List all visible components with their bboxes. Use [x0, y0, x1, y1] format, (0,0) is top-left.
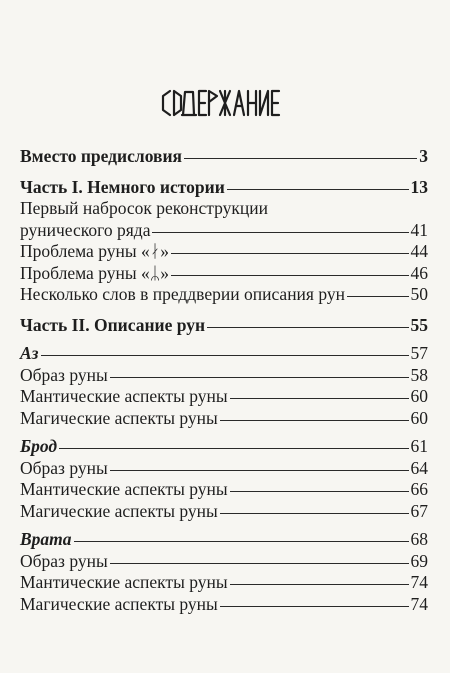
toc-entry[interactable] [20, 572, 428, 594]
toc-leader [74, 541, 409, 542]
toc-rune-heading[interactable] [20, 529, 428, 551]
toc-entry-title: Магические аспекты руны [20, 407, 218, 428]
toc-page-number: 60 [410, 407, 428, 428]
toc-entry-title: Часть I. Немного истории [20, 176, 225, 197]
toc-page-number: 57 [410, 343, 428, 363]
toc-rune-heading[interactable] [20, 436, 428, 458]
toc-entry-title: Первый набросок реконструкции [20, 198, 269, 218]
toc-leader [152, 232, 408, 233]
toc-leader [184, 158, 417, 159]
toc-entry-part-1[interactable] [20, 177, 428, 199]
toc-entry-title: Проблема руны «ᛅ» [20, 241, 169, 261]
toc-entry[interactable] [20, 408, 428, 430]
toc-leader [110, 563, 409, 564]
toc-entry[interactable] [20, 365, 428, 387]
toc-entry-title: Образ руны [20, 550, 108, 571]
contents-heading-lettering [160, 88, 290, 118]
toc-leader [230, 584, 409, 585]
toc-leader [220, 606, 409, 607]
toc-page-number: 44 [410, 241, 428, 261]
toc-entry-title: Вместо предисловия [20, 146, 183, 166]
toc-entry[interactable] [20, 501, 428, 523]
toc-page-number: 55 [410, 314, 428, 335]
toc-leader [110, 377, 409, 378]
toc-entry-title: Брод [20, 436, 58, 456]
toc-page-number: 66 [410, 479, 428, 499]
toc-entry[interactable] [20, 479, 428, 501]
toc-entry-title: Проблема руны «ᛦ» [20, 262, 169, 283]
toc-entry[interactable] [20, 594, 428, 616]
table-of-contents [20, 146, 428, 615]
toc-entry-title: Врата [20, 529, 72, 549]
toc-page-number: 64 [410, 457, 428, 478]
toc-entry[interactable] [20, 241, 428, 263]
toc-page-number: 68 [410, 529, 428, 549]
toc-entry-reconstruction[interactable] [20, 198, 428, 241]
toc-leader [220, 420, 409, 421]
toc-page-number: 74 [410, 572, 428, 592]
toc-entry-preface[interactable] [20, 146, 428, 168]
toc-page-number: 13 [410, 176, 428, 197]
toc-entry[interactable] [20, 386, 428, 408]
toc-entry-title: Мантические аспекты руны [20, 479, 228, 499]
toc-page-number: 46 [410, 262, 428, 283]
toc-entry[interactable] [20, 284, 428, 306]
toc-entry-title: Несколько слов в преддверии описания рун [20, 284, 345, 304]
toc-page-number: 67 [410, 500, 428, 521]
toc-entry-title: Мантические аспекты руны [20, 572, 228, 592]
toc-leader [110, 470, 409, 471]
toc-leader [41, 355, 409, 356]
toc-entry-title: Магические аспекты руны [20, 500, 218, 521]
toc-leader [171, 275, 409, 276]
contents-heading [0, 88, 450, 123]
toc-entry-title: Мантические аспекты руны [20, 386, 228, 406]
toc-entry-title: Образ руны [20, 364, 108, 385]
toc-page-number: 61 [410, 436, 428, 456]
toc-page-number: 69 [410, 550, 428, 571]
toc-leader [207, 327, 408, 328]
toc-page-number: 50 [410, 284, 428, 304]
toc-entry-title: Часть II. Описание рун [20, 314, 206, 335]
toc-page-number: 3 [419, 146, 428, 166]
toc-entry-title: Образ руны [20, 457, 108, 478]
toc-leader [230, 398, 409, 399]
toc-entry[interactable] [20, 551, 428, 573]
toc-page-number: 41 [410, 219, 428, 240]
toc-leader [227, 189, 409, 190]
toc-entry-title: Аз [20, 343, 39, 363]
toc-page-number: 60 [410, 386, 428, 406]
toc-entry-title: рунического ряда [20, 219, 151, 240]
toc-entry[interactable] [20, 263, 428, 285]
toc-rune-heading[interactable] [20, 343, 428, 365]
toc-leader [171, 253, 409, 254]
toc-leader [230, 491, 409, 492]
toc-entry[interactable] [20, 458, 428, 480]
toc-leader [347, 296, 409, 297]
toc-leader [59, 448, 408, 449]
toc-entry-title: Магические аспекты руны [20, 593, 218, 614]
toc-entry-part-2[interactable] [20, 315, 428, 337]
toc-leader [220, 513, 409, 514]
toc-page-number: 74 [410, 593, 428, 614]
toc-page-number: 58 [410, 364, 428, 385]
